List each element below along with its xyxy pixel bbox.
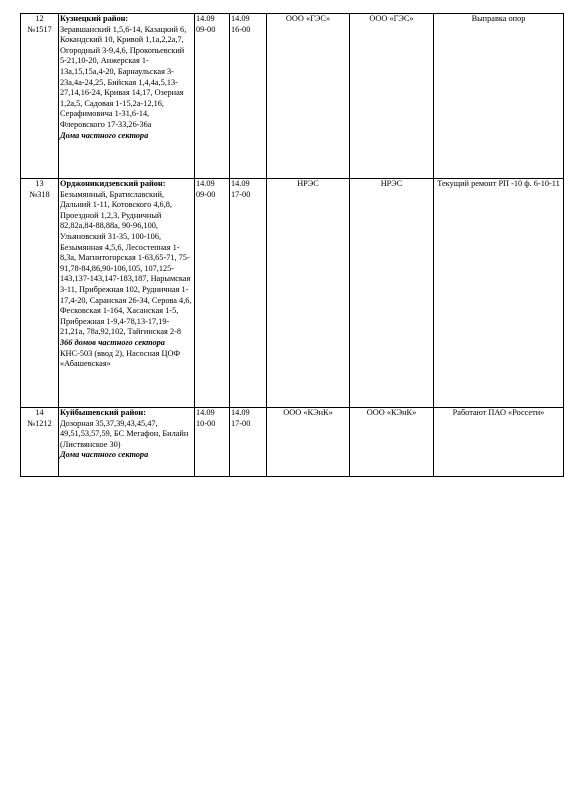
table-row [21,14,564,179]
organization-cell: ООО «ГЭС» [267,14,350,179]
organization-cell: ООО «КЭнК» [267,408,350,477]
end-date: 14.09 [231,179,250,188]
start-time: 10-00 [196,418,216,428]
work-description-cell: Выправка опор [434,14,564,179]
start-date: 14.09 [196,179,215,188]
end-cell [230,14,267,179]
start-cell [195,179,230,408]
district-name: Кузнецкий район: [60,14,129,23]
address-list: Безымянный, Братиславский, Дальний 1-11, Котовского 4,6,8, Проездной 1,2,3, Рудничный 82,82а,84-88,88а, 90-96,100, Ульяновский 31-35, 100-106, Безымянная 4,5,6, Лесостепная 1-8,3а, Магнитогорская 1-63,65-71, 75-91,78-84,86,90-106,105, 107,125-143,137-143,147-183,187, Нарымская 3-11, Прибрежная 102, Рудничная 1-17,4-20, Саранская 26-34, Серова 4,6, Фесковская 1-164, Хасанская 1-5, Прибрежная 1-9,4-78,13-17,19-21,21а, 78а,92,102, Тайгинская 2-8 [60,189,192,337]
organization-cell: НРЭС [350,179,434,408]
organization-cell: НРЭС [267,179,350,408]
table-row [21,179,564,408]
district-name: Орджоникидзевский район: [60,179,166,188]
address-list: Дозорная 35,37,39,43,45,47, 49,51,53,57,59, БС Мегафон, Билайн (Листвянское 30) [60,418,189,449]
work-description-cell: Работают ПАО «Россети» [434,408,564,477]
sector-note: Дома частного сектора [60,130,149,140]
end-time: 17-00 [231,418,251,428]
address-cell [59,14,195,179]
address-cell [59,408,195,477]
address-list: Зеравшанский 1,5,6-14, Казацкий 6, Кокандский 10, Кривой 1,1а,2,2а,7, Огородный 3-9,4,6, Прокопьевский 5-21,10-20, Анжерская 1-13а,15,15а,4-20, Барнаульская 3-23а,4а-24,25, Бийская 1,4,4а,5,13-27,14,16-24, Кривая 14,17, Озерная 1,2а,5, Садовая 1-15,2а-12,16, Серафимовича 1-31,6-14, Флеровского 17-33,26-36а [60,24,187,129]
start-time: 09-00 [196,24,216,34]
row-number: 13 [35,179,44,188]
end-cell [230,408,267,477]
district-name: Куйбышевский район: [60,408,146,417]
additional-objects: КНС-503 (ввод 2), Насосная ЦОФ «Абашевская» [60,348,181,369]
row-number-cell [21,179,59,408]
row-id: №1212 [27,418,52,428]
row-id: №1517 [27,24,52,34]
end-cell [230,179,267,408]
table-row [21,408,564,477]
row-number-cell [21,14,59,179]
row-number: 12 [35,14,44,23]
end-time: 16-00 [231,24,251,34]
start-cell [195,408,230,477]
work-description-cell: Текущий ремонт РП -10 ф. 6-10-11 [434,179,564,408]
end-time: 17-00 [231,189,251,199]
start-date: 14.09 [196,14,215,23]
end-date: 14.09 [231,14,250,23]
start-time: 09-00 [196,189,216,199]
sector-note: 366 домов частного сектора [60,337,165,347]
end-date: 14.09 [231,408,250,417]
row-number-cell [21,408,59,477]
organization-cell: ООО «КЭнК» [350,408,434,477]
start-date: 14.09 [196,408,215,417]
outage-table [20,13,564,477]
row-number: 14 [35,408,44,417]
row-id: №318 [29,189,50,199]
address-cell [59,179,195,408]
start-cell [195,14,230,179]
organization-cell: ООО «ГЭС» [350,14,434,179]
sector-note: Дома частного сектора [60,450,149,460]
